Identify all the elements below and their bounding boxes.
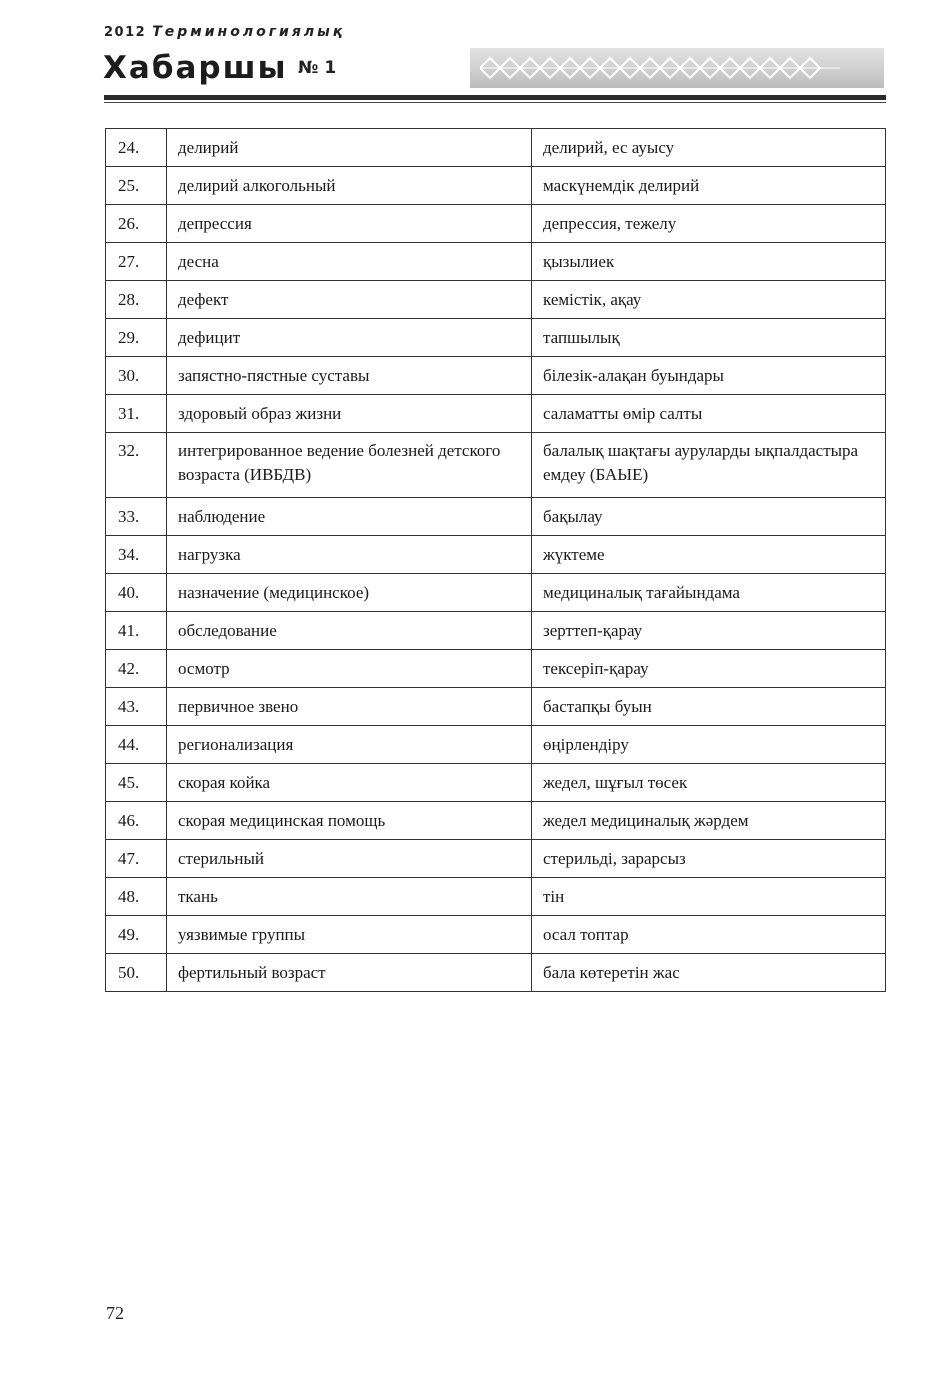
header-journal-title: Хабаршы	[103, 50, 288, 86]
term-number: 26.	[106, 205, 167, 243]
term-kazakh: балалық шақтағы ауруларды ықпалдастыра емдеу (БАЫЕ)	[532, 433, 886, 498]
table-row	[106, 878, 886, 916]
term-russian: делирий алкогольный	[167, 167, 532, 205]
term-kazakh: жедел, шұғыл төсек	[532, 764, 886, 802]
table-row	[106, 395, 886, 433]
table-row	[106, 498, 886, 536]
term-kazakh: осал топтар	[532, 916, 886, 954]
table-row	[106, 536, 886, 574]
term-russian: интегрированное ведение болезней детского возраста (ИВБДВ)	[167, 433, 532, 498]
term-russian: депрессия	[167, 205, 532, 243]
term-russian: нагрузка	[167, 536, 532, 574]
term-number: 30.	[106, 357, 167, 395]
term-number: 47.	[106, 840, 167, 878]
term-number: 32.	[106, 433, 167, 498]
term-number: 27.	[106, 243, 167, 281]
header-rule-thin	[104, 102, 886, 103]
term-number: 48.	[106, 878, 167, 916]
table-row	[106, 357, 886, 395]
term-russian: уязвимые группы	[167, 916, 532, 954]
header-journal-word: Терминологиялық	[152, 24, 346, 40]
term-number: 42.	[106, 650, 167, 688]
term-number: 33.	[106, 498, 167, 536]
ornament-pattern-icon	[480, 54, 840, 82]
table-row	[106, 281, 886, 319]
term-kazakh: стерильді, зарарсыз	[532, 840, 886, 878]
term-number: 28.	[106, 281, 167, 319]
term-russian: первичное звено	[167, 688, 532, 726]
term-number: 34.	[106, 536, 167, 574]
term-russian: стерильный	[167, 840, 532, 878]
table-row	[106, 650, 886, 688]
term-number: 43.	[106, 688, 167, 726]
term-russian: фертильный возраст	[167, 954, 532, 992]
term-kazakh: тексеріп-қарау	[532, 650, 886, 688]
table-row	[106, 205, 886, 243]
term-russian: обследование	[167, 612, 532, 650]
table-row	[106, 954, 886, 992]
term-kazakh: тапшылық	[532, 319, 886, 357]
term-russian: наблюдение	[167, 498, 532, 536]
page-number: 72	[106, 1303, 124, 1323]
term-number: 44.	[106, 726, 167, 764]
term-number: 29.	[106, 319, 167, 357]
term-number: 49.	[106, 916, 167, 954]
term-kazakh: бала көтеретін жас	[532, 954, 886, 992]
table-row	[106, 129, 886, 167]
term-kazakh: кемістік, ақау	[532, 281, 886, 319]
header-year: 2012	[104, 25, 147, 40]
term-russian: скорая медицинская помощь	[167, 802, 532, 840]
term-kazakh: жүктеме	[532, 536, 886, 574]
term-russian: ткань	[167, 878, 532, 916]
table-row	[106, 916, 886, 954]
terms-table	[105, 128, 886, 992]
term-number: 41.	[106, 612, 167, 650]
term-russian: дефицит	[167, 319, 532, 357]
term-kazakh: бақылау	[532, 498, 886, 536]
term-kazakh: зерттеп-қарау	[532, 612, 886, 650]
term-russian: здоровый образ жизни	[167, 395, 532, 433]
table-row	[106, 319, 886, 357]
term-number: 31.	[106, 395, 167, 433]
term-number: 46.	[106, 802, 167, 840]
term-russian: назначение (медицинское)	[167, 574, 532, 612]
table-row	[106, 802, 886, 840]
header-rule	[104, 95, 886, 100]
table-row	[106, 433, 886, 498]
table-row	[106, 726, 886, 764]
header-ornament	[470, 48, 884, 88]
term-kazakh: делирий, ес ауысу	[532, 129, 886, 167]
term-russian: скорая койка	[167, 764, 532, 802]
term-kazakh: білезік-алақан буындары	[532, 357, 886, 395]
term-russian: дефект	[167, 281, 532, 319]
term-kazakh: тін	[532, 878, 886, 916]
term-number: 25.	[106, 167, 167, 205]
term-russian: запястно-пястные суставы	[167, 357, 532, 395]
term-number: 45.	[106, 764, 167, 802]
table-row	[106, 688, 886, 726]
table-row	[106, 764, 886, 802]
term-number: 24.	[106, 129, 167, 167]
term-kazakh: өңірлендіру	[532, 726, 886, 764]
term-kazakh: бастапқы буын	[532, 688, 886, 726]
term-kazakh: депрессия, тежелу	[532, 205, 886, 243]
table-row	[106, 612, 886, 650]
term-kazakh: қызылиек	[532, 243, 886, 281]
header-year-line	[104, 24, 345, 40]
term-kazakh: саламатты өмір салты	[532, 395, 886, 433]
term-russian: регионализация	[167, 726, 532, 764]
term-russian: осмотр	[167, 650, 532, 688]
term-russian: десна	[167, 243, 532, 281]
table-row	[106, 840, 886, 878]
term-number: 40.	[106, 574, 167, 612]
header-issue: № 1	[298, 58, 337, 78]
term-number: 50.	[106, 954, 167, 992]
term-kazakh: жедел медициналық жәрдем	[532, 802, 886, 840]
table-row	[106, 167, 886, 205]
term-kazakh: маскүнемдік делирий	[532, 167, 886, 205]
term-russian: делирий	[167, 129, 532, 167]
table-row	[106, 574, 886, 612]
term-kazakh: медициналық тағайындама	[532, 574, 886, 612]
table-row	[106, 243, 886, 281]
